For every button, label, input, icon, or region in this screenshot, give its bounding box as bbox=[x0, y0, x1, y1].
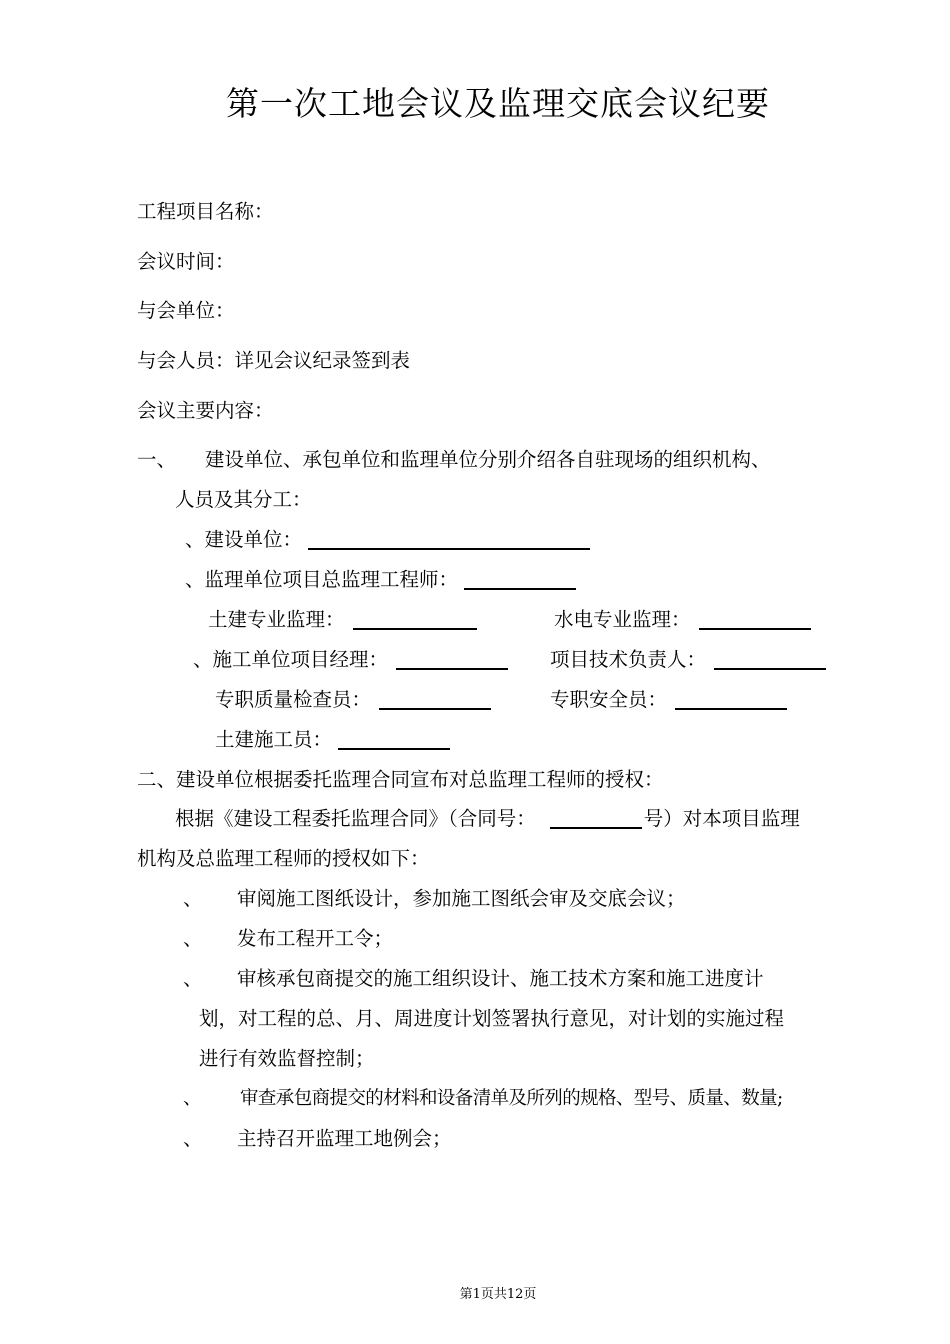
owner-blank bbox=[308, 530, 590, 550]
auth-item-3-cont2: 进行有效监督控制； bbox=[199, 1047, 375, 1070]
section1-line1: 建设单位、承包单位和监理单位分别介绍各自驻现场的组织机构、 bbox=[205, 448, 771, 471]
safety-officer-label: 专职安全员： bbox=[550, 688, 668, 711]
section1-line2: 人员及其分工： bbox=[175, 488, 312, 511]
auth-item-3-mark: 、 bbox=[183, 967, 203, 990]
safety-officer-field bbox=[550, 687, 787, 713]
chief-supervisor-field bbox=[185, 567, 576, 593]
auth-item-1: 审阅施工图纸设计，参加施工图纸会审及交底会议； bbox=[237, 887, 686, 910]
owner-field bbox=[185, 527, 590, 553]
project-manager-blank bbox=[396, 650, 508, 670]
project-manager-field bbox=[193, 647, 508, 673]
auth-item-4-mark: 、 bbox=[183, 1088, 202, 1109]
section2-heading: 二、建设单位根据委托监理合同宣布对总监理工程师的授权： bbox=[137, 768, 664, 791]
auth-item-3-cont1: 划，对工程的总、月、周进度计划签署执行意见，对计划的实施过程 bbox=[199, 1007, 785, 1030]
mep-supervisor-field bbox=[554, 607, 811, 633]
contract-line bbox=[175, 806, 800, 832]
contract-line-post: 号）对本项目监理 bbox=[643, 807, 800, 830]
auth-item-2: 发布工程开工令； bbox=[237, 927, 394, 950]
tech-lead-field bbox=[550, 647, 826, 673]
document-title: 第一次工地会议及监理交底会议纪要 bbox=[226, 84, 770, 123]
civil-worker-blank bbox=[338, 730, 450, 750]
meeting-content-label: 会议主要内容： bbox=[137, 399, 274, 422]
auth-item-2-mark: 、 bbox=[183, 927, 203, 950]
auth-item-5-mark: 、 bbox=[183, 1127, 203, 1150]
safety-officer-blank bbox=[675, 690, 787, 710]
mep-supervisor-label: 水电专业监理： bbox=[554, 608, 691, 631]
contract-number-blank bbox=[550, 809, 642, 829]
qc-inspector-label: 专职质量检查员： bbox=[215, 688, 372, 711]
qc-inspector-blank bbox=[379, 690, 491, 710]
auth-item-4: 审查承包商提交的材料和设备清单及所列的规格、型号、质量、数量; bbox=[240, 1088, 783, 1109]
attending-units-label: 与会单位： bbox=[137, 299, 235, 322]
civil-supervisor-label: 土建专业监理： bbox=[208, 608, 345, 631]
civil-worker-label: 土建施工员： bbox=[215, 728, 333, 751]
meeting-time-label: 会议时间： bbox=[137, 250, 235, 273]
contract-line-pre: 根据《建设工程委托监理合同》（合同号： bbox=[175, 807, 536, 830]
tech-lead-blank bbox=[714, 650, 826, 670]
auth-item-1-mark: 、 bbox=[183, 887, 203, 910]
owner-label: 、建设单位： bbox=[185, 528, 303, 551]
chief-supervisor-blank bbox=[464, 570, 576, 590]
auth-item-3: 审核承包商提交的施工组织设计、施工技术方案和施工进度计 bbox=[237, 967, 764, 990]
section1-number: 一、 bbox=[137, 448, 177, 471]
civil-worker-field bbox=[215, 727, 450, 753]
chief-supervisor-label: 、监理单位项目总监理工程师： bbox=[185, 568, 459, 591]
project-name-label: 工程项目名称： bbox=[137, 200, 274, 223]
tech-lead-label: 项目技术负责人： bbox=[550, 648, 707, 671]
mep-supervisor-blank bbox=[699, 610, 811, 630]
civil-supervisor-field bbox=[208, 607, 477, 633]
civil-supervisor-blank bbox=[353, 610, 477, 630]
qc-inspector-field bbox=[215, 687, 491, 713]
auth-item-5: 主持召开监理工地例会； bbox=[237, 1127, 452, 1150]
attendees-line: 与会人员：详见会议纪录签到表 bbox=[137, 349, 411, 372]
page-footer: 第1页共12页 bbox=[459, 1287, 537, 1302]
project-manager-label: 、施工单位项目经理： bbox=[193, 648, 389, 671]
authorization-intro: 机构及总监理工程师的授权如下： bbox=[137, 847, 430, 870]
